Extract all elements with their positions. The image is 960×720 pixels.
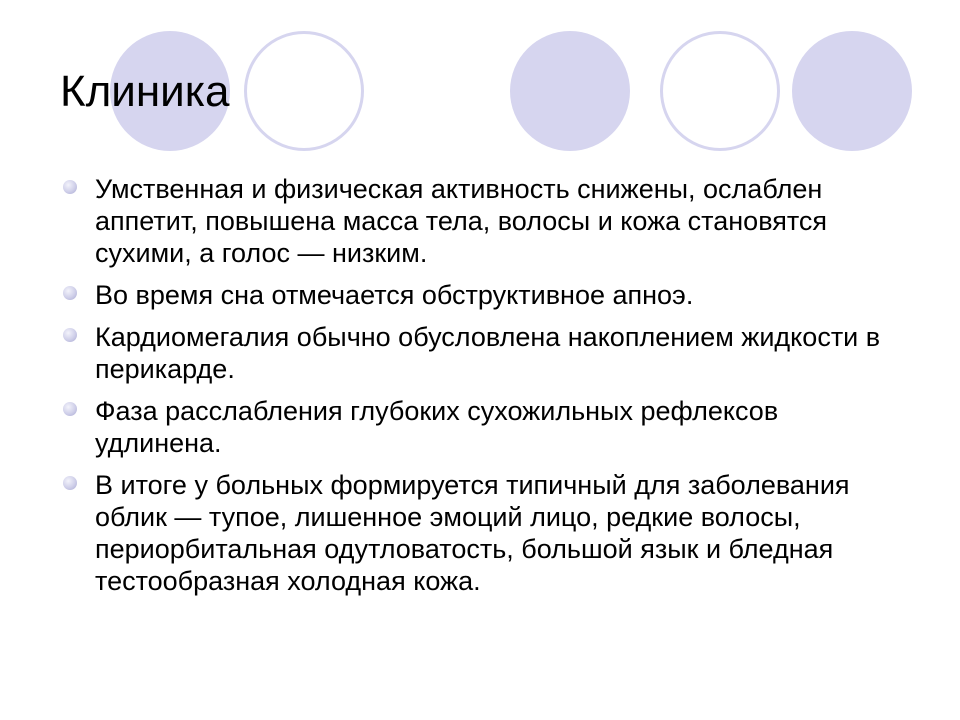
decor-circle-ring-2 [660, 31, 780, 151]
bullet-dot-icon [63, 180, 77, 194]
bullet-text: В итоге у больных формируется типичный для заболевания облик — тупое, лишенное эмоций лицо, редкие волосы, периорбитальная одутловатость, большой язык и бледная тестообразная холодная кожа. [95, 470, 850, 596]
bullet-text: Кардиомегалия обычно обусловлена накоплением жидкости в перикарде. [95, 322, 881, 384]
bullet-item [62, 321, 912, 385]
decor-circle-filled-3 [792, 31, 912, 151]
bullet-text: Во время сна отмечается обструктивное апноэ. [95, 280, 694, 310]
decor-circle-filled-2 [510, 31, 630, 151]
bullet-text: Фаза расслабления глубоких сухожильных рефлексов удлинена. [95, 396, 779, 458]
bullet-item [62, 395, 912, 459]
bullet-item [62, 279, 912, 311]
bullet-text: Умственная и физическая активность снижены, ослаблен аппетит, повышена масса тела, волосы и кожа становятся сухими, а голос — низким. [95, 174, 828, 268]
decor-circle-ring-1 [244, 31, 364, 151]
slide-title: Клиника [60, 67, 230, 116]
bullet-item [62, 173, 912, 269]
bullet-dot-icon [63, 402, 77, 416]
bullet-dot-icon [63, 328, 77, 342]
bullet-item [62, 469, 912, 597]
bullet-dot-icon [63, 286, 77, 300]
bullet-list [62, 173, 912, 607]
bullet-dot-icon [63, 476, 77, 490]
